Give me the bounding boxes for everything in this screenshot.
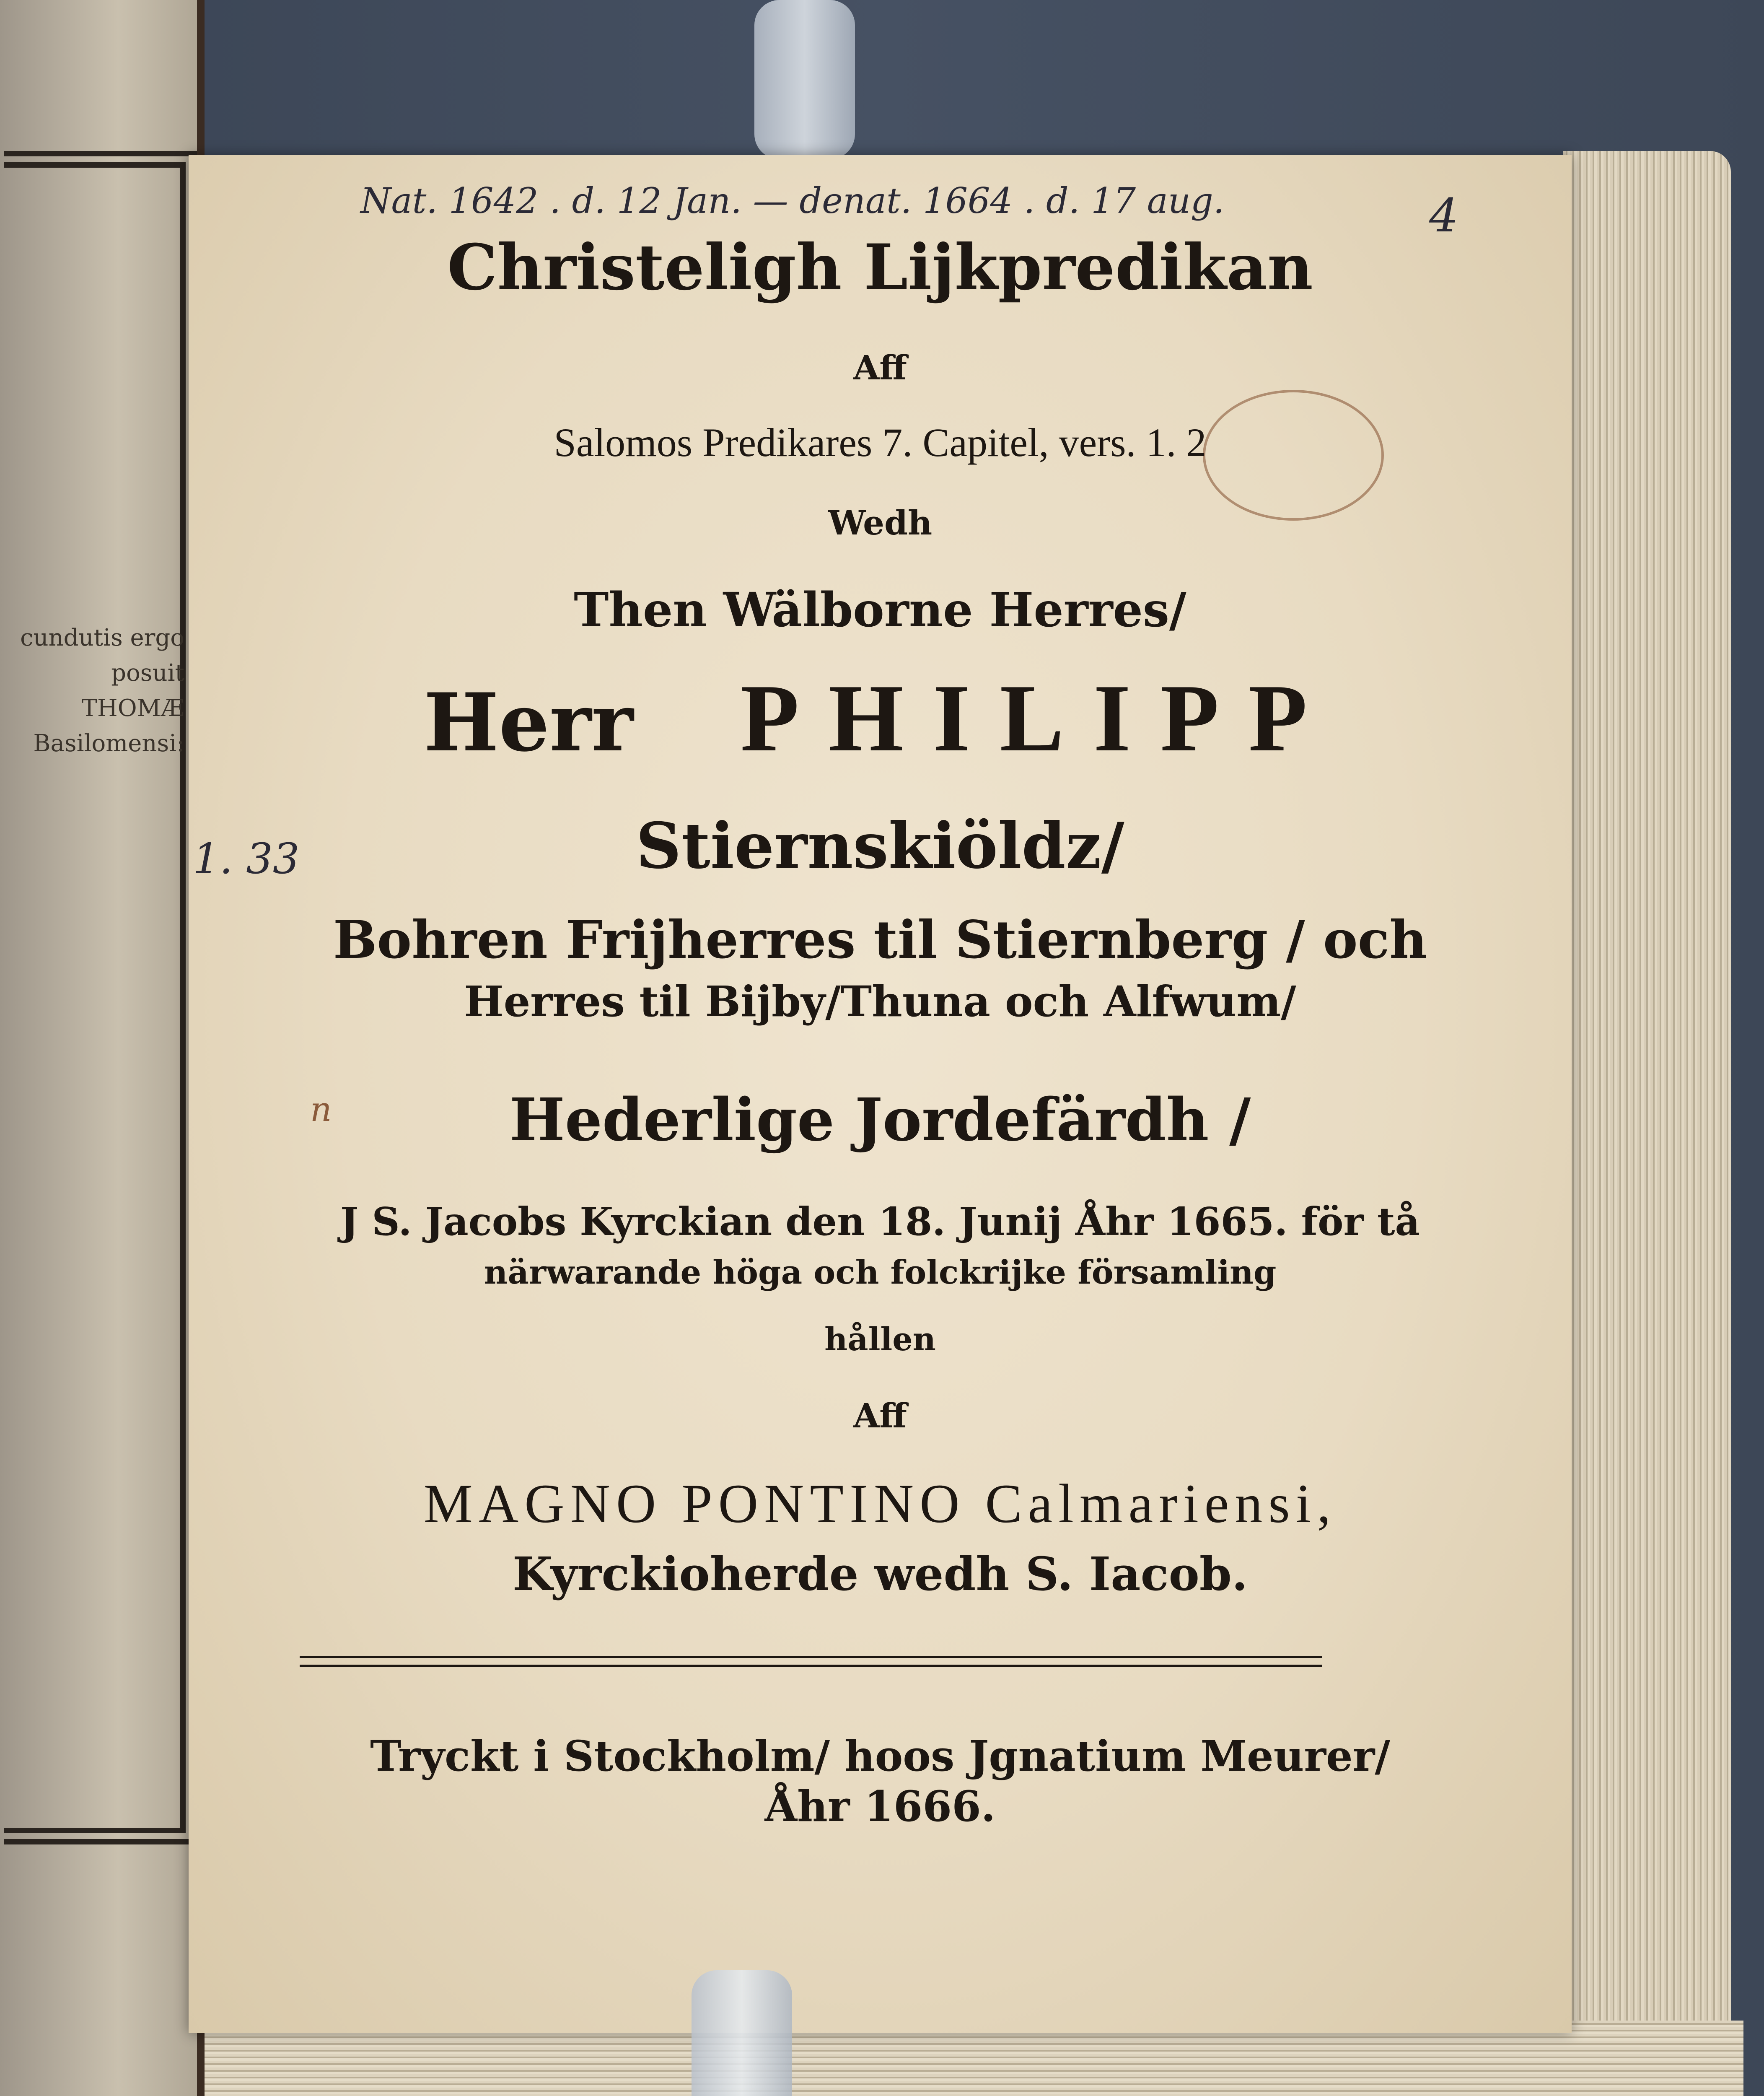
left-page-fragment: posuit xyxy=(111,659,184,687)
then-line: Then Wälborne Herres/ xyxy=(574,583,1186,638)
church-line: J S. Jacobs Kyrckian den 18. Junij Åhr 1665. för tå xyxy=(340,1199,1420,1244)
herres-line: Herres til Bijby/Thuna och Alfwum/ xyxy=(464,977,1296,1026)
page-holder-strap-bottom xyxy=(692,1970,792,2096)
book-fore-edge xyxy=(1563,151,1731,2096)
left-page-fragment: cundutis ergo xyxy=(20,624,184,651)
handwritten-dates: Nat. 1642 . d. 12 Jan. — denat. 1664 . d. 17 aug. xyxy=(360,180,1225,221)
scripture-reference: Salomos Predikares 7. Capitel, vers. 1. 2 xyxy=(554,420,1207,465)
left-page xyxy=(0,0,205,2096)
imprint-line-1: Tryckt i Stockholm/ hoos Jgnatium Meurer/ xyxy=(370,1731,1390,1781)
left-page-fragment: THOMÆ xyxy=(81,695,184,722)
name-line xyxy=(189,662,1572,771)
funeral-line: Hederlige Jordefärdh / xyxy=(509,1086,1251,1154)
title: Christeligh Lijkpredikan xyxy=(447,231,1313,304)
horizontal-rule xyxy=(300,1656,1322,1667)
office: Kyrckioherde wedh S. Iacob. xyxy=(512,1547,1248,1601)
congregation-line: närwarande höga och folckrijke församling xyxy=(484,1253,1277,1292)
aff-line: Aff xyxy=(853,348,907,387)
surname: Stiernskiöldz/ xyxy=(636,809,1124,883)
imprint-line-2: Åhr 1666. xyxy=(764,1782,996,1831)
handwritten-number: 4 xyxy=(1429,189,1458,242)
handwritten-margin-mark: n xyxy=(310,1090,332,1129)
hallen-line: hållen xyxy=(824,1320,936,1358)
page-holder-strap-top xyxy=(754,0,855,159)
left-page-ornamental-border xyxy=(4,151,197,1844)
title-page xyxy=(189,155,1572,2033)
herr-word: Herr xyxy=(423,676,634,769)
handwritten-margin-number: 1. 33 xyxy=(193,834,300,883)
given-name: PHILIPP xyxy=(740,664,1337,771)
born-line: Bohren Frijherres til Stiernberg / och xyxy=(333,910,1427,970)
aff-line-2: Aff xyxy=(853,1396,907,1435)
left-page-text xyxy=(0,620,184,761)
wedh-line: Wedh xyxy=(828,503,933,542)
author: MAGNO PONTINO Calmariensi, xyxy=(423,1473,1337,1534)
left-page-fragment: Basilomensi: xyxy=(33,730,184,757)
